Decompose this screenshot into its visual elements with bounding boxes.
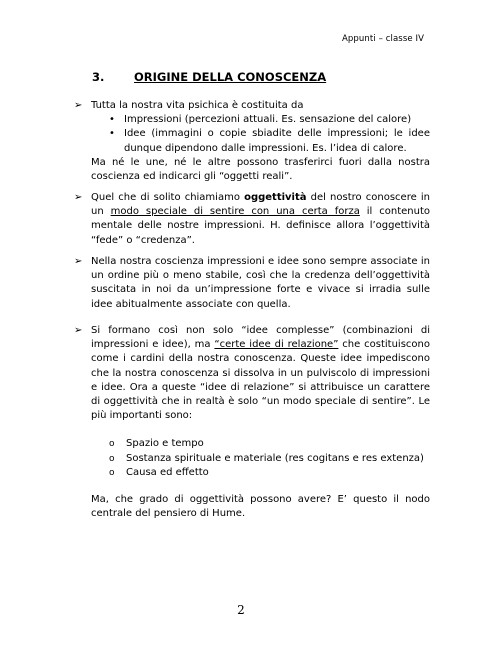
list-item (109, 466, 430, 480)
text-run: il contenuto mentale delle nostre impressioni. H. definisce allora l’oggettività “fede” o “credenza”. (91, 206, 431, 246)
section-title: ORIGINE DELLA CONOSCENZA (134, 70, 327, 84)
paragraph-4-closing: Ma, che grado di oggettività possono avere? E’ questo il nodo centrale del pensiero di Hume. (91, 494, 430, 520)
arrow-bullet-icon: ➢ (74, 192, 83, 203)
running-header: Appunti – classe IV (342, 34, 424, 44)
list-item (109, 452, 430, 466)
paragraph-1-outro: Ma né le une, né le altre possono trasferirci fuori dalla nostra coscienza ed indicarci gli “oggetti reali”. (91, 156, 430, 183)
text-run: che costituiscono come i cardini della nostra conoscenza. Queste idee impediscono che la nostra conoscenza si dissolva in un pulviscolo di impressioni e idee. Ora a queste “idee di relazione” si attribuisce un carattere di oggettività che in realtà è solo “un modo speciale di sentire”. Le più importanti sono: (91, 339, 430, 422)
paragraph-3-text: Nella nostra coscienza impressioni e idee sono sempre associate in un ordine più o meno stabile, così che la credenza dell’oggettività suscitata in noi da un’impressione forte e vivace si irradia sulle idee abitualmente associate con quella. (91, 256, 430, 310)
bullet-icon: • (109, 114, 115, 126)
underlined-phrase: “certe idee di relazione” (214, 339, 339, 351)
circle-bullet-icon: o (109, 467, 115, 478)
paragraph-4 (74, 324, 430, 521)
paragraph-2 (74, 191, 430, 248)
paragraph-4-text (91, 324, 430, 423)
section-heading (92, 70, 326, 84)
text-run: Quel che di solito chiamiamo (91, 192, 245, 203)
text-run: Si formano così non solo “idee complesse” (combinazioni di impressioni e idee), ma (91, 325, 430, 351)
list-item-text: Idee (immagini o copie sbiadite delle impressioni; le idee dunque dipendono dalle impressioni. Es. l’idea di calore. (124, 128, 430, 154)
section-number: 3. (92, 70, 105, 84)
list-item (109, 113, 430, 127)
paragraph-2-text (91, 191, 430, 248)
paragraph-1-intro: Tutta la nostra vita psichica è costituita da (91, 100, 304, 111)
list-item-text: Causa ed effetto (126, 466, 209, 478)
bullet-icon: • (109, 128, 115, 140)
list-item (109, 127, 430, 155)
paragraph-3 (74, 255, 430, 312)
arrow-bullet-icon: ➢ (74, 256, 83, 267)
page-number: 2 (237, 603, 245, 617)
circle-bullet-icon: o (109, 439, 115, 450)
underlined-phrase: modo speciale di sentire con una certa forza (110, 206, 360, 218)
list-item-text: Impressioni (percezioni attuali. Es. sensazione del calore) (124, 114, 412, 126)
arrow-bullet-icon: ➢ (74, 100, 83, 111)
circle-bullet-icon: o (109, 453, 115, 464)
bold-term: oggettività (244, 192, 307, 203)
list-item-text: Spazio e tempo (126, 438, 204, 450)
text-run: del nostro conoscere in un (91, 192, 430, 218)
paragraph-1 (74, 99, 430, 184)
list-item (109, 437, 430, 451)
arrow-bullet-icon: ➢ (74, 325, 83, 336)
list-item-text: Sostanza spirituale e materiale (res cogitans e res extenza) (126, 452, 424, 464)
